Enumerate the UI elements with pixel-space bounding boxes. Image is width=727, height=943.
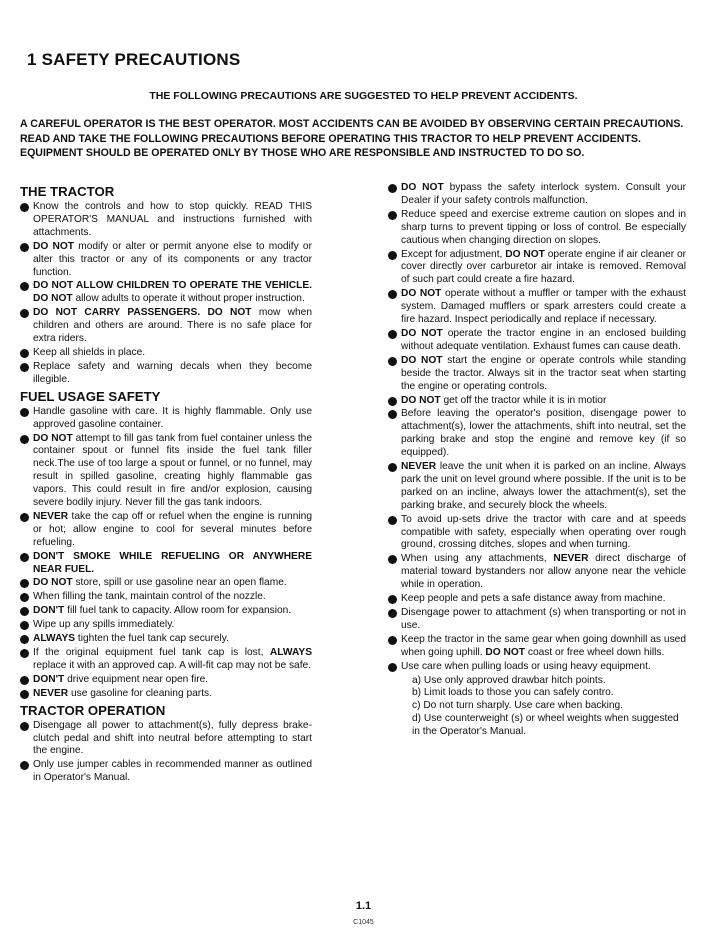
precaution-item <box>388 461 686 513</box>
precaution-item <box>20 307 312 346</box>
sub-item: c) Do not turn sharply. Use care when backing. <box>412 700 624 712</box>
precaution-item <box>20 605 312 618</box>
item-text: modify or alter or permit anyone else to modify or alter this tractor or any of its components or any tractor function. <box>33 240 312 278</box>
bullet-icon <box>20 676 29 685</box>
right-column <box>388 182 686 739</box>
item-text: get off the tractor while it is in motior <box>440 394 607 406</box>
item-text: Disengage all power to attachment(s), fully depress brake-clutch pedal and shift into neutral before attempting to start the engine. <box>33 719 312 757</box>
precaution-item <box>20 551 312 577</box>
item-text: tighten the fuel tank cap securely. <box>75 633 229 645</box>
precaution-item <box>20 633 312 646</box>
item-text: use gasoline for cleaning parts. <box>68 687 212 699</box>
emphasis-text: DO NOT <box>33 432 73 444</box>
bullet-icon <box>20 649 29 658</box>
emphasis-text: DO NOT <box>485 646 526 658</box>
item-text: When using any attachments, <box>401 553 554 565</box>
bullet-icon <box>388 516 397 525</box>
section-heading: TRACTOR OPERATION <box>20 702 166 718</box>
precaution-item <box>388 182 686 208</box>
precaution-item <box>20 688 312 701</box>
precaution-item <box>20 406 312 432</box>
bullet-icon <box>20 722 29 731</box>
sub-item: a) Use only approved drawbar hitch points. <box>412 674 606 686</box>
bullet-icon <box>20 621 29 630</box>
precaution-item <box>388 355 686 394</box>
item-text: Keep all shields in place. <box>33 346 146 358</box>
emphasis-text: ALWAYS <box>33 633 76 645</box>
precaution-item <box>20 720 312 759</box>
item-text: Wipe up any spills immediately. <box>33 619 175 631</box>
emphasis-text: DO NOT <box>401 182 444 193</box>
item-text: operate without a muffler or tamper with the exhaust system. Damaged mufflers or spark arresters could create a fire hazard. Inspect periodically and replace if necessary. <box>401 288 686 326</box>
precaution-item <box>388 288 686 327</box>
bullet-icon <box>388 463 397 472</box>
bullet-icon <box>388 555 397 564</box>
emphasis-text: DO NOT <box>505 248 545 260</box>
precaution-item <box>388 514 686 553</box>
emphasis-text: NEVER <box>553 553 589 565</box>
emphasis-text: NEVER <box>33 510 69 522</box>
item-text: operate the tractor engine in an enclosed building without adequate ventilation. Exhaust fumes can cause death. <box>401 327 686 352</box>
item-text: Replace safety and warning decals when they become illegible. <box>33 360 312 385</box>
bullet-icon <box>20 761 29 770</box>
bullet-icon <box>20 408 29 417</box>
bullet-icon <box>388 251 397 260</box>
item-text: Disengage power to attachment (s) when transporting or not in use. <box>401 607 686 631</box>
bullet-icon <box>20 363 29 372</box>
precaution-item <box>388 249 686 288</box>
item-text: When filling the tank, maintain control of the nozzle. <box>33 591 266 603</box>
precaution-item <box>20 591 312 604</box>
precaution-item <box>388 634 686 660</box>
item-text: fill fuel tank to capacity. Allow room for expansion. <box>64 605 292 617</box>
item-text: replace it with an approved cap. A will-fit cap may not be safe. <box>33 659 312 671</box>
precaution-item <box>20 511 312 550</box>
bullet-icon <box>20 635 29 644</box>
item-text: direct discharge of material toward bystanders nor allow anyone near the vehicle while in operation. <box>401 553 686 591</box>
item-text: start the engine or operate controls while standing beside the tractor. Always sit in the tractor seat when starting the engine or operating controls. <box>401 354 686 392</box>
bullet-icon <box>388 609 397 618</box>
item-text: bypass the safety interlock system. Consult your Dealer if your safety controls malfunction. <box>401 182 686 206</box>
bullet-icon <box>20 282 29 291</box>
sub-item: b) Limit loads to those you can safely contro. <box>412 687 614 699</box>
precaution-item <box>20 280 312 306</box>
item-text: Keep the tractor in the same gear when going downhill as used when going uphill. <box>401 633 686 658</box>
item-text: Except for adjustment, <box>401 248 506 260</box>
precaution-item <box>20 241 312 280</box>
bullet-icon <box>388 636 397 645</box>
precaution-item <box>20 647 312 673</box>
bullet-icon <box>388 410 397 419</box>
precaution-item <box>388 328 686 354</box>
item-text: Only use jumper cables in recommended manner as outlined in Operator's Manual. <box>33 759 312 784</box>
item-text: If the original equipment fuel tank cap is lost, <box>33 647 270 658</box>
precaution-item <box>20 674 312 687</box>
emphasis-text: DON'T SMOKE WHILE REFUELING OR ANYWHERE NEAR FUEL. <box>33 550 312 575</box>
intro-paragraph: A CAREFUL OPERATOR IS THE BEST OPERATOR. MOST ACCIDENTS CAN BE AVOIDED BY OBSERVING CERTAIN PRECAUTIONS. READ AND TAKE THE FOLLOWING PRECAUTIONS BEFORE OPERATING THIS TRACTOR TO HELP PREVENT ACCIDENTS. EQUIPMENT SHOULD BE OPERATED ONLY BY THOSE WHO ARE RESPONSIBLE AND INSTRUCTED TO DO SO. <box>20 118 684 160</box>
section-heading: THE TRACTOR <box>20 184 115 199</box>
item-text: To avoid up-sets drive the tractor with care and at speeds compatible with safety, especially when operating over rough ground, crossing ditches, slopes and when turning. <box>401 513 686 551</box>
left-column <box>20 182 312 786</box>
sub-item: d) Use counterweight (s) or wheel weights when suggested in the Operator's Manual. <box>412 713 679 738</box>
document-code: C1045 <box>353 919 374 926</box>
emphasis-text: DO NOT ALLOW CHILDREN TO OPERATE THE VEHICLE. DO NOT <box>33 280 312 305</box>
emphasis-text: DO NOT <box>33 577 73 589</box>
item-text: Keep people and pets a safe distance away from machine. <box>401 593 666 605</box>
emphasis-text: NEVER <box>401 461 437 473</box>
precaution-item <box>20 361 312 387</box>
item-text: leave the unit when it is parked on an incline. Always park the unit on level ground where possible. If the unit is to be parked on an incline, always lower the attachment(s), set the parking brake, and securely block the wheels. <box>401 461 686 511</box>
bullet-icon <box>20 593 29 602</box>
emphasis-text: DO NOT <box>401 354 443 366</box>
precaution-item <box>20 433 312 510</box>
item-text: Use care when pulling loads or using heavy equipment. <box>401 660 651 672</box>
bullet-icon <box>20 607 29 616</box>
precaution-item <box>20 759 312 785</box>
item-text: attempt to fill gas tank from fuel container unless the container spout or funnel fits inside the fuel tank filler neck.The use of too large a spout or funnel, or no funnel, may result in spilled gasoline, creating highly flammable gas vapors. This could result in fire and/or explosion, causing severe bodily injury. Never fill the gas tank indoors. <box>33 432 312 509</box>
page-title: 1 SAFETY PRECAUTIONS <box>27 50 241 69</box>
emphasis-text: DO NOT <box>401 394 441 406</box>
bullet-icon <box>20 309 29 318</box>
item-text: store, spill or use gasoline near an open flame. <box>72 577 287 589</box>
precaution-item <box>20 201 312 240</box>
bullet-icon <box>388 397 397 406</box>
precaution-item <box>388 395 686 408</box>
item-text: mow when children and others are around. There is no safe place for extra riders. <box>33 307 312 345</box>
bullet-icon <box>20 553 29 562</box>
bullet-icon <box>388 330 397 339</box>
precaution-item <box>20 619 312 632</box>
item-text: operate engine if air cleaner or cover directly over carburetor air intake is removed. Removal of such part could create a fire hazard. <box>401 248 686 286</box>
item-text: allow adults to operate it without proper instruction. <box>72 293 305 305</box>
bullet-icon <box>388 663 397 672</box>
emphasis-text: NEVER <box>33 687 69 699</box>
emphasis-text: DO NOT <box>401 288 442 300</box>
precaution-item <box>388 661 686 674</box>
bullet-icon <box>20 690 29 699</box>
item-text: Before leaving the operator's position, disengage power to attachment(s), lower the attachments, shift into neutral, set the parking brake and stop the engine and remove key (if so equipped). <box>401 408 686 459</box>
bullet-icon <box>388 357 397 366</box>
bullet-icon <box>20 243 29 252</box>
item-text: take the cap off or refuel when the engine is running or hot; allow engine to cool for several minutes before refueling. <box>33 510 312 548</box>
emphasis-text: DON'T <box>33 673 65 685</box>
bullet-icon <box>388 595 397 604</box>
bullet-icon <box>388 184 397 193</box>
emphasis-text: DON'T <box>33 605 65 617</box>
precaution-item <box>388 209 686 248</box>
item-text: drive equipment near open fire. <box>64 673 209 685</box>
emphasis-text: ALWAYS <box>269 647 312 658</box>
precaution-item <box>388 553 686 592</box>
item-text: Handle gasoline with care. It is highly flammable. Only use approved gasoline container. <box>33 405 312 430</box>
page-subtitle: THE FOLLOWING PRECAUTIONS ARE SUGGESTED TO HELP PREVENT ACCIDENTS. <box>149 90 578 102</box>
emphasis-text: DO NOT CARRY PASSENGERS. DO NOT <box>33 307 252 319</box>
emphasis-text: DO NOT <box>33 240 74 252</box>
item-text: Reduce speed and exercise extreme caution on slopes and in sharp turns to prevent tipping or loss of control. Be especially cautious when changing direction on slopes. <box>401 208 686 246</box>
precaution-item <box>20 347 312 360</box>
bullet-icon <box>20 513 29 522</box>
bullet-icon <box>20 349 29 358</box>
precaution-item <box>388 593 686 606</box>
bullet-icon <box>388 290 397 299</box>
precaution-item <box>388 408 686 460</box>
emphasis-text: DO NOT <box>401 327 443 339</box>
section-heading: FUEL USAGE SAFETY <box>20 388 161 404</box>
page-number: 1.1 <box>355 900 372 912</box>
bullet-icon <box>20 579 29 588</box>
item-text: Know the controls and how to stop quickly. READ THIS OPERATOR'S MANUAL and instructions furnished with attachments. <box>33 201 312 238</box>
bullet-icon <box>388 211 397 220</box>
precaution-item <box>20 577 312 590</box>
item-text: coast or free wheel down hills. <box>525 646 665 658</box>
bullet-icon <box>20 203 29 212</box>
bullet-icon <box>20 435 29 444</box>
precaution-item <box>388 607 686 633</box>
